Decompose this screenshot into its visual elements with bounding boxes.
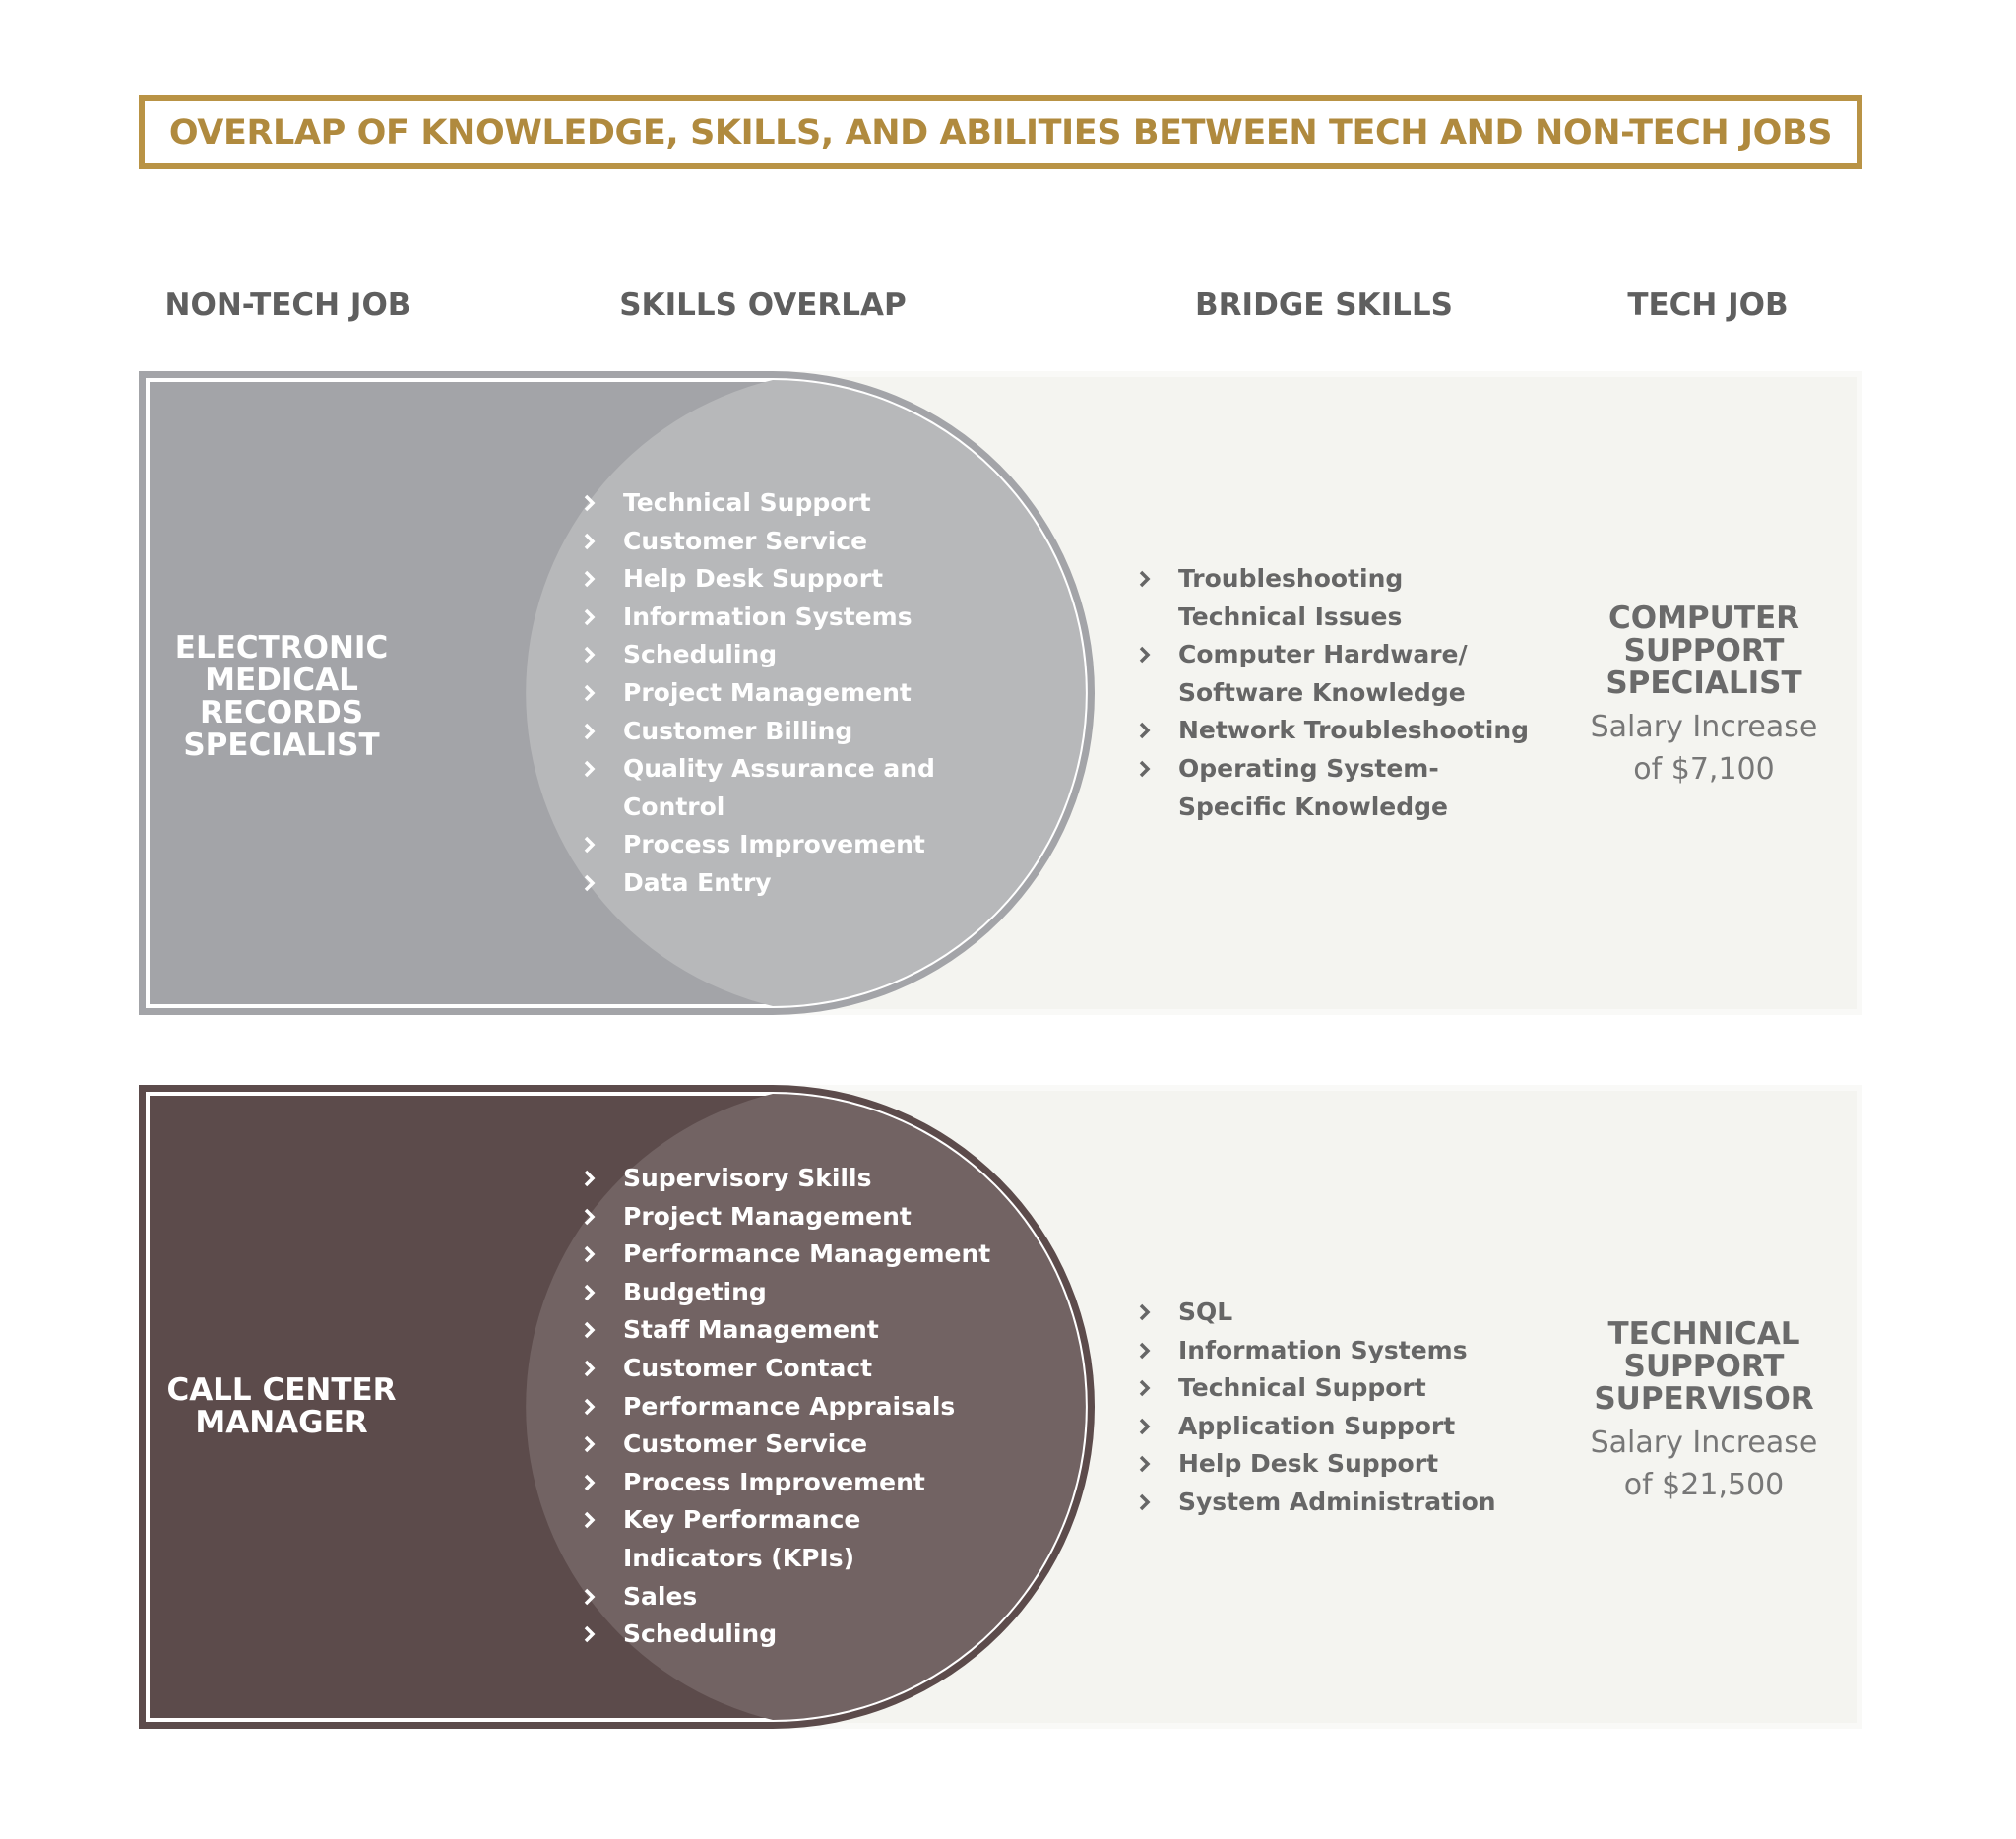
chevron-right-icon: [1139, 712, 1153, 749]
list-item: [584, 1236, 990, 1274]
bridge-skill-text-continued: Software Knowledge: [1178, 677, 1466, 707]
salary-line: Salary Increase: [1590, 710, 1818, 744]
chevron-right-icon: [584, 713, 598, 750]
chevron-right-icon: [584, 1274, 598, 1311]
skills-overlap-list: [584, 484, 935, 903]
skill-text: Performance Management: [623, 1239, 991, 1269]
list-item: [1139, 636, 1529, 712]
chevron-right-icon: [584, 1464, 598, 1501]
chevron-right-icon: [584, 826, 598, 863]
non-tech-job-line: ELECTRONIC: [174, 630, 389, 666]
job-row-call-center-manager: [139, 1085, 1862, 1729]
skill-text: Quality Assurance and: [623, 754, 935, 784]
list-item: [1139, 712, 1529, 750]
chevron-right-icon: [584, 599, 598, 636]
list-item: [584, 713, 935, 751]
chevron-right-icon: [1139, 560, 1153, 598]
bridge-skill-text-continued: Specific Knowledge: [1178, 792, 1449, 821]
list-item: [584, 523, 935, 561]
non-tech-job-title: [158, 632, 405, 762]
skill-text: Staff Management: [623, 1315, 879, 1345]
chevron-right-icon: [584, 523, 598, 560]
non-tech-job-title: [158, 1374, 405, 1439]
chevron-right-icon: [1139, 1445, 1153, 1483]
job-row-electronic-medical-records: [139, 371, 1862, 1015]
skill-text: Help Desk Support: [623, 564, 884, 594]
tech-job-line: SPECIALIST: [1606, 666, 1802, 701]
bridge-skill-text: Information Systems: [1178, 1335, 1468, 1364]
skills-overlap-list: [584, 1160, 990, 1654]
salary-line: Salary Increase: [1590, 1426, 1818, 1460]
list-item: [584, 1160, 990, 1198]
bridge-skill-text: Troubleshooting: [1178, 564, 1404, 593]
tech-job-line: TECHNICAL: [1607, 1316, 1800, 1352]
list-item: [584, 1274, 990, 1312]
chevron-right-icon: [584, 560, 598, 598]
skill-text: Process Improvement: [623, 1467, 925, 1496]
list-item: [1139, 1445, 1496, 1484]
salary-increase: [1556, 1422, 1852, 1506]
chevron-right-icon: [584, 1350, 598, 1387]
bridge-skill-text: SQL: [1178, 1298, 1233, 1326]
list-item: [584, 1464, 990, 1502]
list-item: [584, 1198, 990, 1237]
skill-text: Budgeting: [623, 1277, 767, 1306]
chevron-right-icon: [1139, 750, 1153, 788]
skill-text: Performance Appraisals: [623, 1391, 956, 1421]
list-item: [1139, 560, 1529, 636]
list-item: [584, 750, 935, 826]
list-item: [1139, 1408, 1496, 1446]
tech-job-block: [1556, 602, 1852, 791]
skill-text: Process Improvement: [623, 830, 925, 859]
skill-text: Customer Billing: [623, 716, 853, 745]
column-header-bridge-skills: BRIDGE SKILLS: [1195, 287, 1453, 323]
chevron-right-icon: [1139, 1332, 1153, 1369]
chevron-right-icon: [584, 674, 598, 712]
bridge-skill-text: Operating System-: [1178, 753, 1439, 783]
skill-text: Data Entry: [623, 867, 772, 897]
list-item: [584, 636, 935, 674]
column-header-tech-job: TECH JOB: [1627, 287, 1789, 323]
chevron-right-icon: [584, 1426, 598, 1463]
list-item: [584, 826, 935, 864]
salary-line: of $21,500: [1623, 1468, 1785, 1502]
salary-line: of $7,100: [1633, 752, 1775, 787]
bridge-skill-text: Help Desk Support: [1178, 1449, 1439, 1479]
list-item: [1139, 1369, 1496, 1408]
skill-text: Customer Service: [623, 526, 868, 555]
skill-text: Scheduling: [623, 1619, 778, 1649]
skill-text-continued: Indicators (KPIs): [623, 1543, 855, 1572]
list-item: [584, 1426, 990, 1464]
list-item: [584, 560, 935, 599]
list-item: [584, 1501, 990, 1577]
skill-text: Customer Service: [623, 1429, 868, 1459]
chevron-right-icon: [1139, 1369, 1153, 1407]
column-header-non-tech-job: NON-TECH JOB: [164, 287, 411, 323]
non-tech-job-line: CALL CENTER: [166, 1372, 397, 1408]
skill-text: Scheduling: [623, 640, 778, 669]
chevron-right-icon: [584, 636, 598, 673]
bridge-skill-text: Application Support: [1178, 1411, 1456, 1440]
chevron-right-icon: [584, 1501, 598, 1539]
list-item: [1139, 1332, 1496, 1370]
skill-text: Customer Contact: [623, 1353, 873, 1382]
list-item: [584, 1616, 990, 1654]
chevron-right-icon: [1139, 636, 1153, 673]
list-item: [584, 484, 935, 523]
bridge-skill-text: Computer Hardware/: [1178, 640, 1468, 669]
skill-text: Key Performance: [623, 1505, 861, 1535]
list-item: [1139, 1484, 1496, 1522]
list-item: [584, 599, 935, 637]
page-title: OVERLAP OF KNOWLEDGE, SKILLS, AND ABILITIES BETWEEN TECH AND NON-TECH JOBS: [168, 112, 1833, 153]
title-banner: [139, 95, 1862, 169]
list-item: [1139, 1294, 1496, 1332]
salary-increase: [1556, 706, 1852, 791]
chevron-right-icon: [584, 1160, 598, 1197]
bridge-skill-text: Network Troubleshooting: [1178, 716, 1530, 745]
column-header-skills-overlap: SKILLS OVERLAP: [619, 287, 907, 323]
bridge-skill-text: Technical Support: [1178, 1373, 1426, 1403]
skill-text-continued: Control: [623, 792, 725, 821]
non-tech-job-line: MANAGER: [195, 1405, 368, 1440]
chevron-right-icon: [584, 1198, 598, 1236]
list-item: [584, 1350, 990, 1388]
list-item: [584, 1388, 990, 1427]
chevron-right-icon: [584, 1311, 598, 1349]
skill-text: Sales: [623, 1581, 698, 1611]
tech-job-title: [1556, 602, 1852, 700]
tech-job-line: SUPERVISOR: [1594, 1381, 1814, 1417]
skill-text: Project Management: [623, 677, 912, 707]
chevron-right-icon: [584, 750, 598, 788]
tech-job-line: SUPPORT: [1623, 1349, 1785, 1384]
tech-job-block: [1556, 1318, 1852, 1506]
list-item: [584, 674, 935, 713]
list-item: [584, 864, 935, 903]
chevron-right-icon: [1139, 1484, 1153, 1521]
chevron-right-icon: [584, 1236, 598, 1273]
tech-job-line: COMPUTER: [1607, 601, 1800, 636]
bridge-skills-list: [1139, 1294, 1496, 1522]
tech-job-title: [1556, 1318, 1852, 1416]
non-tech-job-line: RECORDS: [199, 695, 364, 730]
bridge-skills-list: [1139, 560, 1529, 826]
list-item: [1139, 750, 1529, 826]
list-item: [584, 1311, 990, 1350]
non-tech-job-line: MEDICAL: [205, 663, 358, 698]
non-tech-job-line: SPECIALIST: [183, 728, 380, 763]
skill-text: Supervisory Skills: [623, 1164, 872, 1192]
chevron-right-icon: [584, 1616, 598, 1653]
tech-job-line: SUPPORT: [1623, 633, 1785, 668]
skill-text: Project Management: [623, 1201, 912, 1231]
chevron-right-icon: [584, 1388, 598, 1426]
chevron-right-icon: [584, 1578, 598, 1616]
list-item: [584, 1578, 990, 1617]
skill-text: Technical Support: [623, 488, 871, 517]
chevron-right-icon: [1139, 1294, 1153, 1331]
bridge-skill-text: System Administration: [1178, 1487, 1496, 1516]
skill-text: Information Systems: [623, 602, 913, 631]
chevron-right-icon: [1139, 1408, 1153, 1445]
chevron-right-icon: [584, 864, 598, 902]
chevron-right-icon: [584, 484, 598, 522]
bridge-skill-text-continued: Technical Issues: [1178, 602, 1403, 631]
